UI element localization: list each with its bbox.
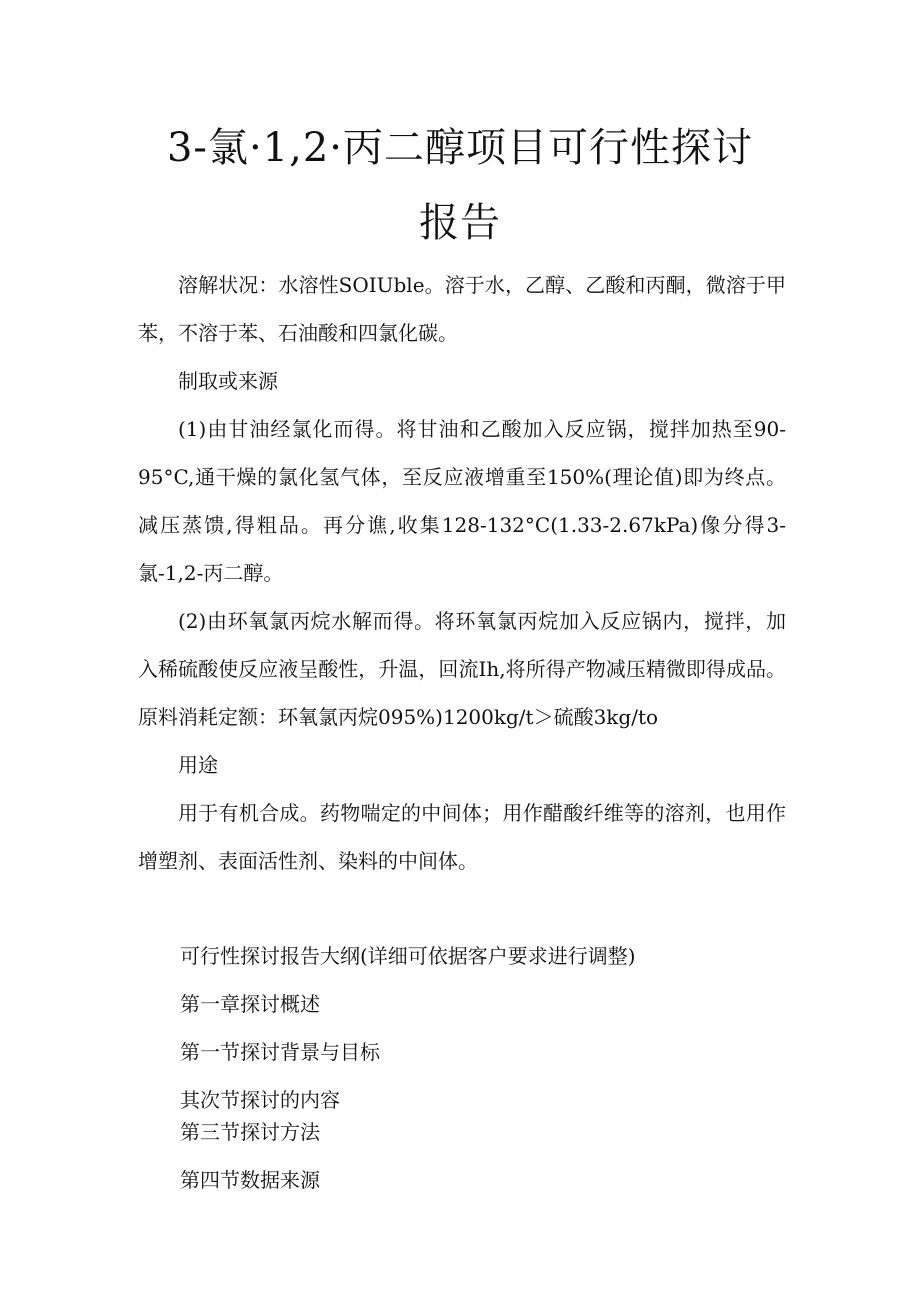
outline-section-4: 第四节数据来源 — [180, 1168, 320, 1192]
outline-section-2: 其次节探讨的内容 — [180, 1088, 340, 1112]
outline-section-1: 第一节探讨背景与目标 — [180, 1040, 380, 1064]
outline-heading: 可行性探讨报告大纲(详细可依据客户要求进行调整) — [180, 944, 636, 968]
uses-paragraph: 用于有机合成。药物喘定的中间体；用作醋酸纤维等的溶剂，也用作增塑剂、表面活性剂、染料的中间体。 — [138, 801, 786, 873]
outline-section-3: 第三节探讨方法 — [180, 1120, 320, 1144]
method-2-paragraph: (2)由环氧氯丙烷水解而得。将环氧氯丙烷加入反应锅内，搅拌，加入稀硫酸使反应液呈酸性，升温，回流Ih,将所得产物减压精微即得成品。原料消耗定额：环氧氯丙烷095%)1200kg/t＞硫酸3kg/to — [138, 609, 786, 729]
section-heading-preparation: 制取或来源 — [178, 369, 278, 393]
method-1-paragraph: (1)由甘油经氯化而得。将甘油和乙酸加入反应锅，搅拌加热至90-95°C,通干燥的氯化氢气体，至反应液增重至150%(理论值)即为终点。减压蒸馈,得粗品。再分谯,收集128-132°C(1.33-2.67kPa)像分得3-氯-1,2-丙二醇。 — [138, 417, 786, 585]
section-heading-uses: 用途 — [178, 753, 218, 777]
report-title-line-1: 3-氯·1,2·丙二醇项目可行性探讨 — [166, 125, 753, 171]
report-title-line-2: 报告 — [419, 200, 501, 246]
outline-chapter-1: 第一章探讨概述 — [180, 992, 320, 1016]
solubility-paragraph: 溶解状况：水溶性SOIUble。溶于水，乙醇、乙酸和丙酮，微溶于甲苯，不溶于苯、石油酸和四氯化碳。 — [138, 273, 786, 345]
